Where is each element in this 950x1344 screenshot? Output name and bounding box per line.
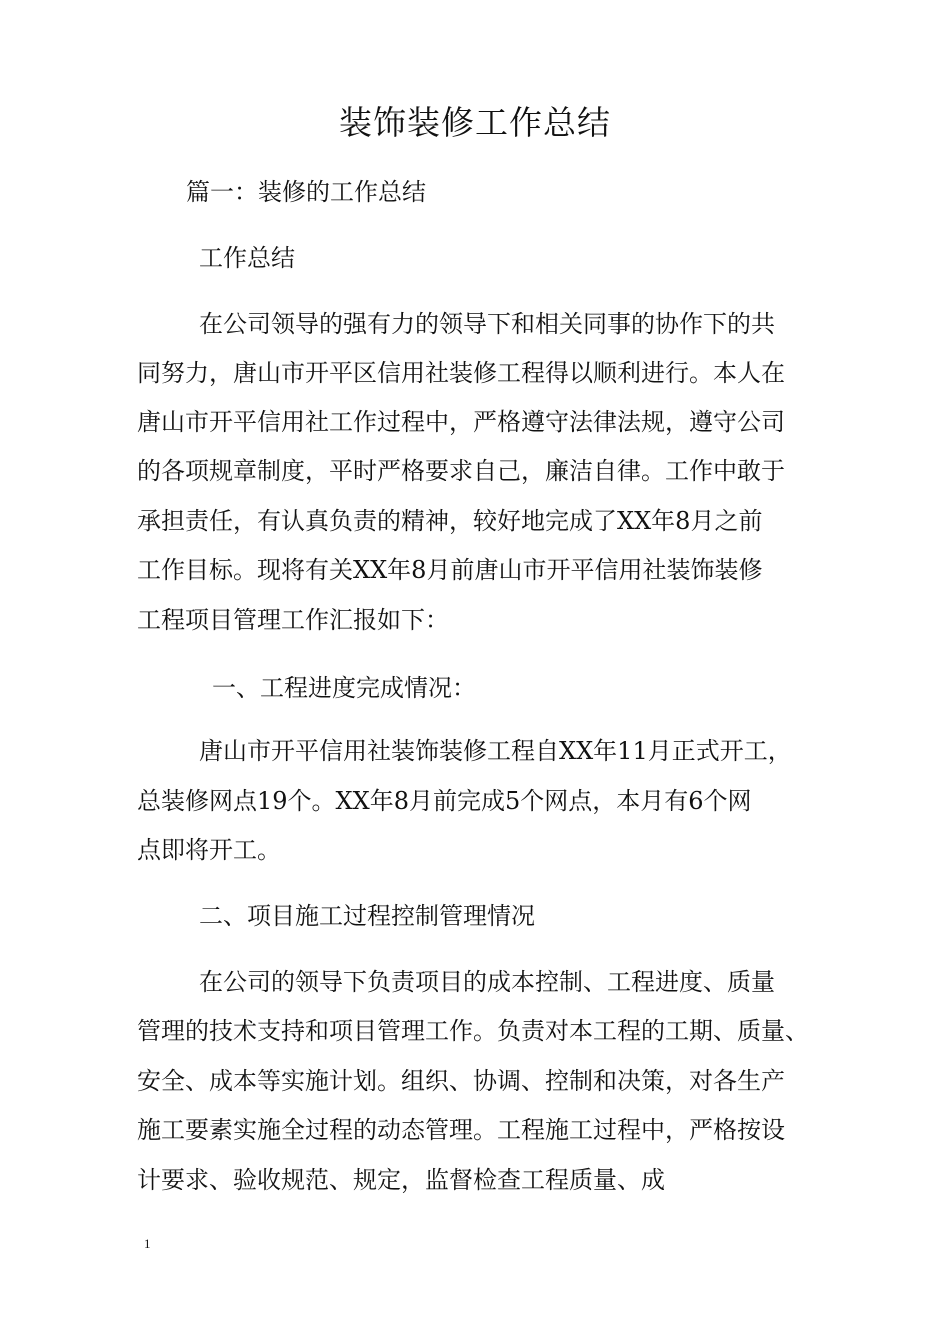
section-heading: 二、项目施工过程控制管理情况 <box>199 902 535 930</box>
document-title: 装饰装修工作总结 <box>339 103 611 142</box>
paragraph-line: 的各项规章制度，平时严格要求自己，廉洁自律。工作中敢于 <box>137 457 785 485</box>
subheading: 工作总结 <box>199 244 295 272</box>
paragraph-line: 同努力，唐山市开平区信用社装修工程得以顺利进行。本人在 <box>137 359 785 387</box>
paragraph-line: 管理的技术支持和项目管理工作。负责对本工程的工期、质量、 <box>137 1017 809 1045</box>
paragraph-line: 工程项目管理工作汇报如下： <box>137 606 449 634</box>
paragraph-line: 总装修网点19个。XX年8月前完成5个网点，本月有6个网 <box>137 787 752 815</box>
paragraph-line: 工作目标。现将有关XX年8月前唐山市开平信用社装饰装修 <box>137 556 763 584</box>
paragraph-line: 唐山市开平信用社工作过程中，严格遵守法律法规，遵守公司 <box>137 408 785 436</box>
paragraph-line: 承担责任，有认真负责的精神，较好地完成了XX年8月之前 <box>137 507 763 535</box>
paragraph-line: 在公司的领导下负责项目的成本控制、工程进度、质量 <box>199 968 775 996</box>
paragraph-line: 在公司领导的强有力的领导下和相关同事的协作下的共 <box>199 310 775 338</box>
paragraph-line: 唐山市开平信用社装饰装修工程自XX年11月正式开工， <box>199 737 792 765</box>
paragraph-line: 点即将开工。 <box>137 836 281 864</box>
section-heading: 篇一：装修的工作总结 <box>186 178 426 206</box>
paragraph-line: 安全、成本等实施计划。组织、协调、控制和决策，对各生产 <box>137 1067 785 1095</box>
page-number: 1 <box>144 1236 151 1251</box>
section-heading: 一、工程进度完成情况： <box>212 674 476 702</box>
paragraph-line: 施工要素实施全过程的动态管理。工程施工过程中，严格按设 <box>137 1116 785 1144</box>
paragraph-line: 计要求、验收规范、规定，监督检查工程质量、成 <box>137 1166 665 1194</box>
